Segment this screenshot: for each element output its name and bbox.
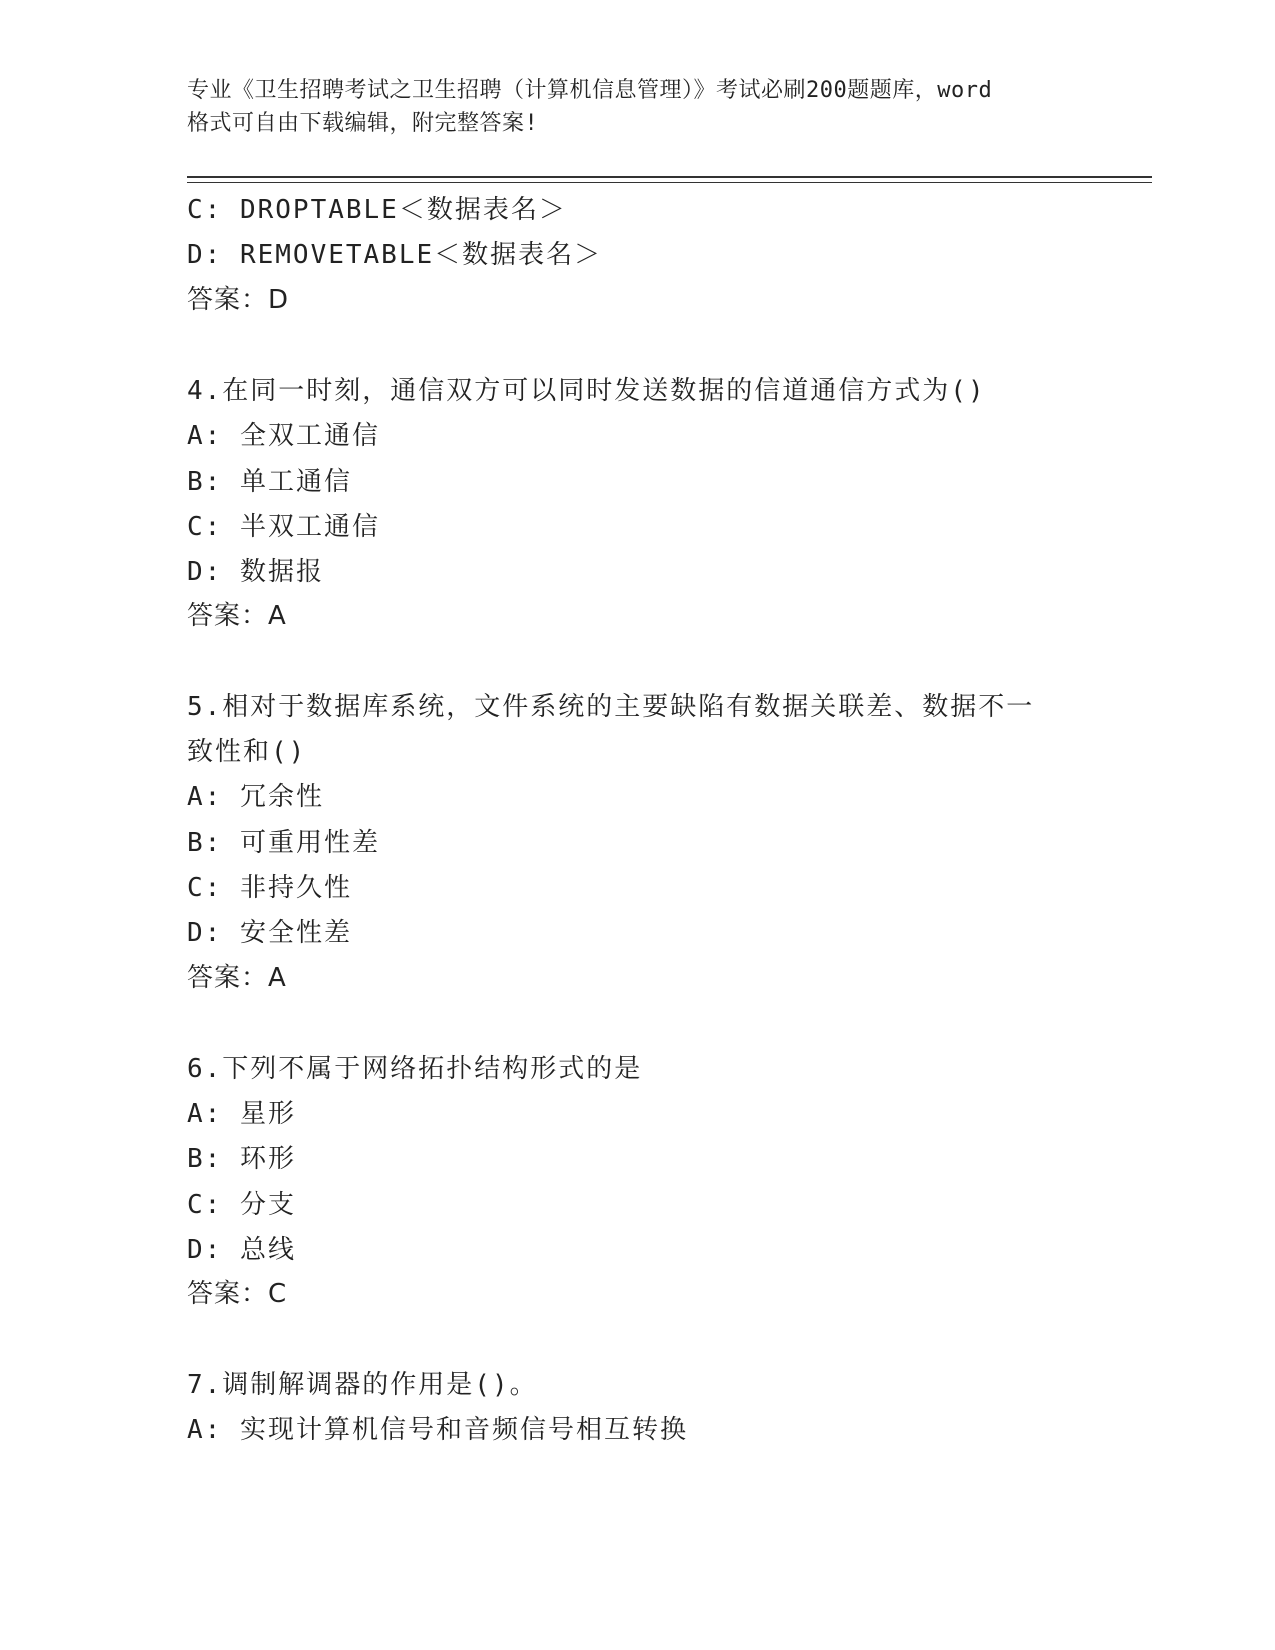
q4-question: 4.在同一时刻，通信双方可以同时发送数据的信道通信方式为() bbox=[187, 376, 986, 406]
document-header bbox=[187, 74, 1087, 140]
q6-question: 6.下列不属于网络拓扑结构形式的是 bbox=[187, 1054, 643, 1084]
q5-option-c: C: 非持久性 bbox=[187, 873, 352, 903]
q5-question-line-1: 5.相对于数据库系统，文件系统的主要缺陷有数据关联差、数据不一 bbox=[187, 692, 1035, 722]
q7-option-a: A: 实现计算机信号和音频信号相互转换 bbox=[187, 1415, 688, 1445]
q4-option-c: C: 半双工通信 bbox=[187, 512, 380, 542]
q6-option-a: A: 星形 bbox=[187, 1099, 296, 1129]
q5-question-line-2: 致性和() bbox=[187, 737, 307, 767]
q4-option-d: D: 数据报 bbox=[187, 557, 324, 587]
header-line-1: 专业《卫生招聘考试之卫生招聘（计算机信息管理）》考试必刷200题题库，word bbox=[187, 78, 993, 103]
q4-answer: 答案：A bbox=[187, 601, 287, 631]
q5-answer: 答案：A bbox=[187, 963, 287, 993]
header-line-2: 格式可自由下载编辑，附完整答案! bbox=[187, 111, 539, 136]
q6-option-c: C: 分支 bbox=[187, 1190, 296, 1220]
q5-option-d: D: 安全性差 bbox=[187, 918, 352, 948]
q6-option-d: D: 总线 bbox=[187, 1235, 296, 1265]
q6-option-b: B: 环形 bbox=[187, 1144, 296, 1174]
q3-answer: 答案：D bbox=[187, 285, 290, 315]
q4-option-a: A: 全双工通信 bbox=[187, 421, 380, 451]
q3-option-d: D: REMOVETABLE＜数据表名＞ bbox=[187, 240, 603, 270]
q3-option-c: C: DROPTABLE＜数据表名＞ bbox=[187, 195, 567, 225]
q7-question: 7.调制解调器的作用是()。 bbox=[187, 1370, 538, 1400]
q6-answer: 答案：C bbox=[187, 1279, 288, 1309]
header-divider-thin bbox=[187, 182, 1152, 183]
q5-option-a: A: 冗余性 bbox=[187, 782, 324, 812]
q5-option-b: B: 可重用性差 bbox=[187, 828, 380, 858]
q4-option-b: B: 单工通信 bbox=[187, 467, 352, 497]
header-divider-thick bbox=[187, 176, 1152, 178]
